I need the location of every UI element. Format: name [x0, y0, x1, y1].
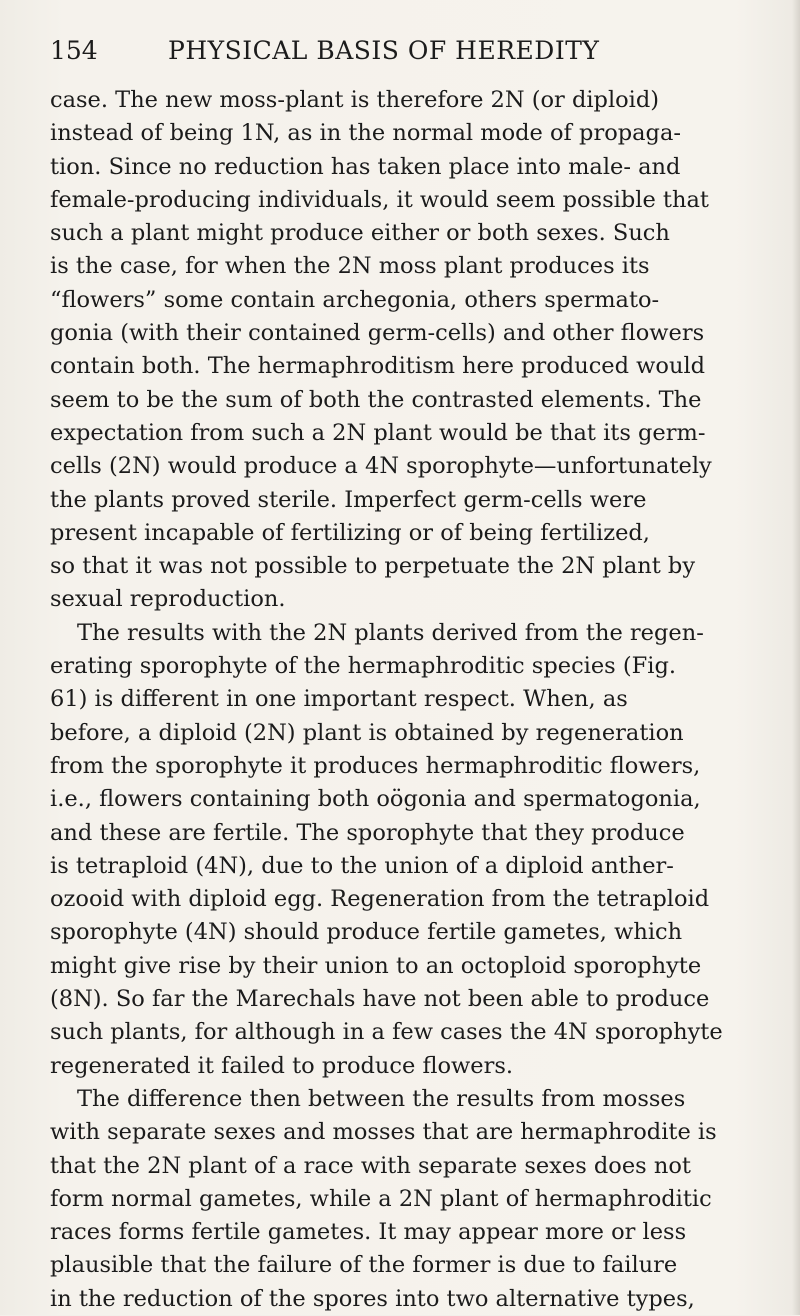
- text-line: is tetraploid (4N), due to the union of a diploid anther-: [50, 852, 674, 879]
- text-line: that the 2N plant of a race with separate sexes does not: [50, 1152, 691, 1179]
- text-line: ozooid with diploid egg. Regeneration from the tetraploid: [50, 886, 710, 913]
- text-line: the plants proved sterile. Imperfect germ-cells were: [50, 486, 647, 513]
- text-line: such plants, for although in a few cases the 4N sporophyte: [50, 1019, 723, 1046]
- text-line: is the case, for when the 2N moss plant produces its: [50, 253, 650, 280]
- text-line: female-producing individuals, it would seem possible that: [50, 186, 709, 213]
- text-line: sexual reproduction.: [50, 586, 286, 613]
- text-line: tion. Since no reduction has taken place into male- and: [50, 153, 681, 180]
- text-line: present incapable of fertilizing or of being fertilized,: [50, 519, 650, 546]
- text-line: “flowers” some contain archegonia, others spermato-: [50, 286, 660, 313]
- text-line: erating sporophyte of the hermaphroditic species (Fig.: [50, 653, 677, 680]
- paragraph-start-line: The results with the 2N plants derived from the regen-: [77, 619, 704, 646]
- text-line: might give rise by their union to an octoploid sporophyte: [50, 952, 702, 979]
- text-line: i.e., flowers containing both oögonia and spermatogonia,: [50, 786, 701, 813]
- text-line: 61) is different in one important respect. When, as: [50, 686, 628, 713]
- text-line: with separate sexes and mosses that are hermaphrodite is: [50, 1119, 717, 1146]
- body-text: [50, 84, 770, 1316]
- text-line: (8N). So far the Marechals have not been able to produce: [50, 986, 710, 1013]
- text-line: contain both. The hermaphroditism here produced would: [50, 353, 706, 380]
- text-line: sporophyte (4N) should produce fertile gametes, which: [50, 919, 683, 946]
- text-line: regenerated it failed to produce flowers.: [50, 1052, 514, 1079]
- text-line: so that it was not possible to perpetuate the 2N plant by: [50, 553, 696, 580]
- text-line: cells (2N) would produce a 4N sporophyte—unfortunately: [50, 453, 712, 480]
- text-line: before, a diploid (2N) plant is obtained by regeneration: [50, 719, 684, 746]
- text-line: such a plant might produce either or both sexes. Such: [50, 220, 670, 247]
- text-line: seem to be the sum of both the contrasted elements. The: [50, 386, 702, 413]
- paragraph-start-line: The difference then between the results from mosses: [77, 1085, 686, 1112]
- text-line: form normal gametes, while a 2N plant of hermaphroditic: [50, 1185, 712, 1212]
- text-line: races forms fertile gametes. It may appear more or less: [50, 1219, 687, 1246]
- running-head: PHYSICAL BASIS OF HEREDITY: [168, 36, 600, 65]
- text-line: and these are fertile. The sporophyte that they produce: [50, 819, 685, 846]
- page-number: 154: [50, 36, 98, 65]
- text-line: plausible that the failure of the former is due to failure: [50, 1252, 678, 1279]
- text-line: case. The new moss-plant is therefore 2N (or diploid): [50, 87, 660, 113]
- page-header: [50, 36, 760, 76]
- page-edge-shadow: [792, 0, 800, 1315]
- text-line: expectation from such a 2N plant would be that its germ-: [50, 419, 706, 446]
- text-line: instead of being 1N, as in the normal mode of propaga-: [50, 120, 681, 147]
- text-line: gonia (with their contained germ-cells) and other flowers: [50, 320, 705, 347]
- text-line: in the reduction of the spores into two alternative types,: [50, 1285, 695, 1312]
- text-line: from the sporophyte it produces hermaphroditic flowers,: [50, 752, 701, 779]
